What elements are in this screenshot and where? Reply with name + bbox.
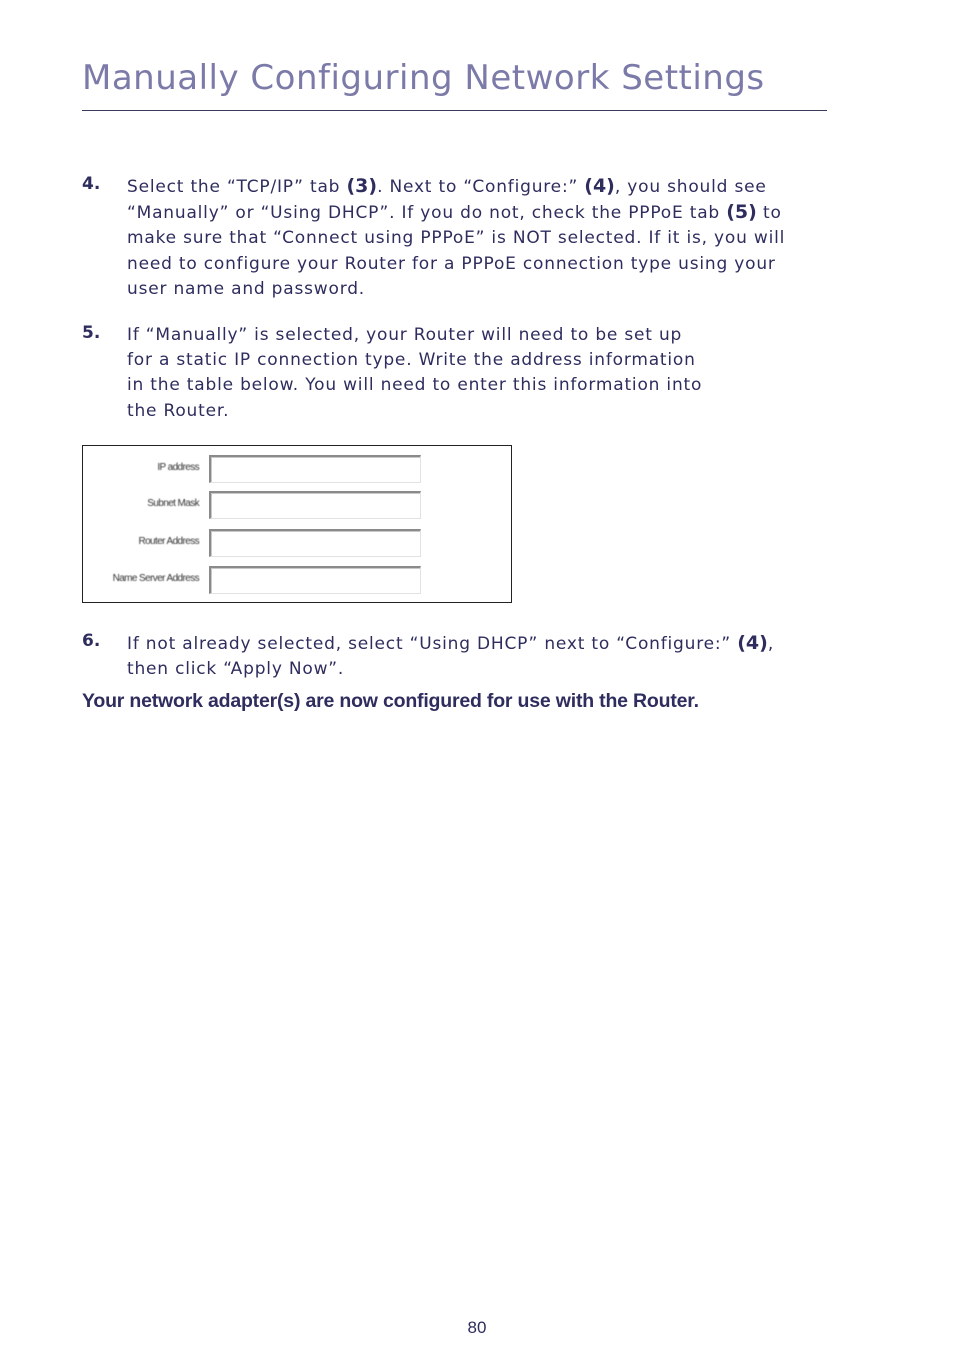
page-number: 80 — [467, 1318, 487, 1337]
step-text-run: If “Manually” is selected, your Router will need to be set up for a static IP connection type. Write the address information in the table below. You will need to enter this information into the Router. — [127, 325, 703, 421]
subnet-mask-field[interactable] — [209, 491, 421, 519]
field-label: Name Server Address — [112, 573, 199, 584]
form-row-ip-address — [83, 453, 511, 485]
step-text-run: Select the “TCP/IP” tab — [127, 177, 347, 197]
step-text — [127, 631, 774, 682]
title-divider — [82, 110, 827, 111]
step-number: 4. — [82, 174, 101, 194]
field-label: IP address — [157, 462, 199, 473]
step-text-run: to make sure that “Connect using PPPoE” is NOT selected. If it is, you will need to configure your Router for a PPPoE connection type using your user name and password. — [127, 203, 786, 299]
step-text-run: , then click “Apply Now”. — [127, 634, 775, 680]
conclusion-text: Your network adapter(s) are now configured for use with the Router. — [82, 690, 699, 712]
step-number: 6. — [82, 631, 101, 651]
step-text-run: . Next to “Configure:” — [377, 177, 585, 197]
step-number: 5. — [82, 323, 101, 343]
ip-address-field[interactable] — [209, 455, 421, 483]
page-title: Manually Configuring Network Settings — [82, 58, 765, 98]
step-reference: (4) — [737, 632, 768, 654]
field-label: Router Address — [138, 536, 199, 547]
step-reference: (5) — [726, 201, 757, 224]
router-address-field[interactable] — [209, 529, 421, 557]
name-server-address-field[interactable] — [209, 566, 421, 594]
address-form-figure — [82, 445, 512, 603]
form-row-router-address — [83, 527, 511, 559]
step-reference: (4) — [584, 175, 615, 197]
step-reference: (3) — [346, 175, 378, 197]
step-text — [127, 174, 785, 302]
field-label: Subnet Mask — [147, 498, 199, 509]
step-text-run: If not already selected, select “Using DHCP” next to “Configure:” — [127, 634, 738, 654]
step-text-run: , you should see “Manually” or “Using DHCP”. If you do not, check the PPPoE tab — [127, 177, 767, 224]
form-row-name-server-address — [83, 564, 511, 596]
form-row-subnet-mask — [83, 489, 511, 521]
step-text — [127, 323, 702, 424]
